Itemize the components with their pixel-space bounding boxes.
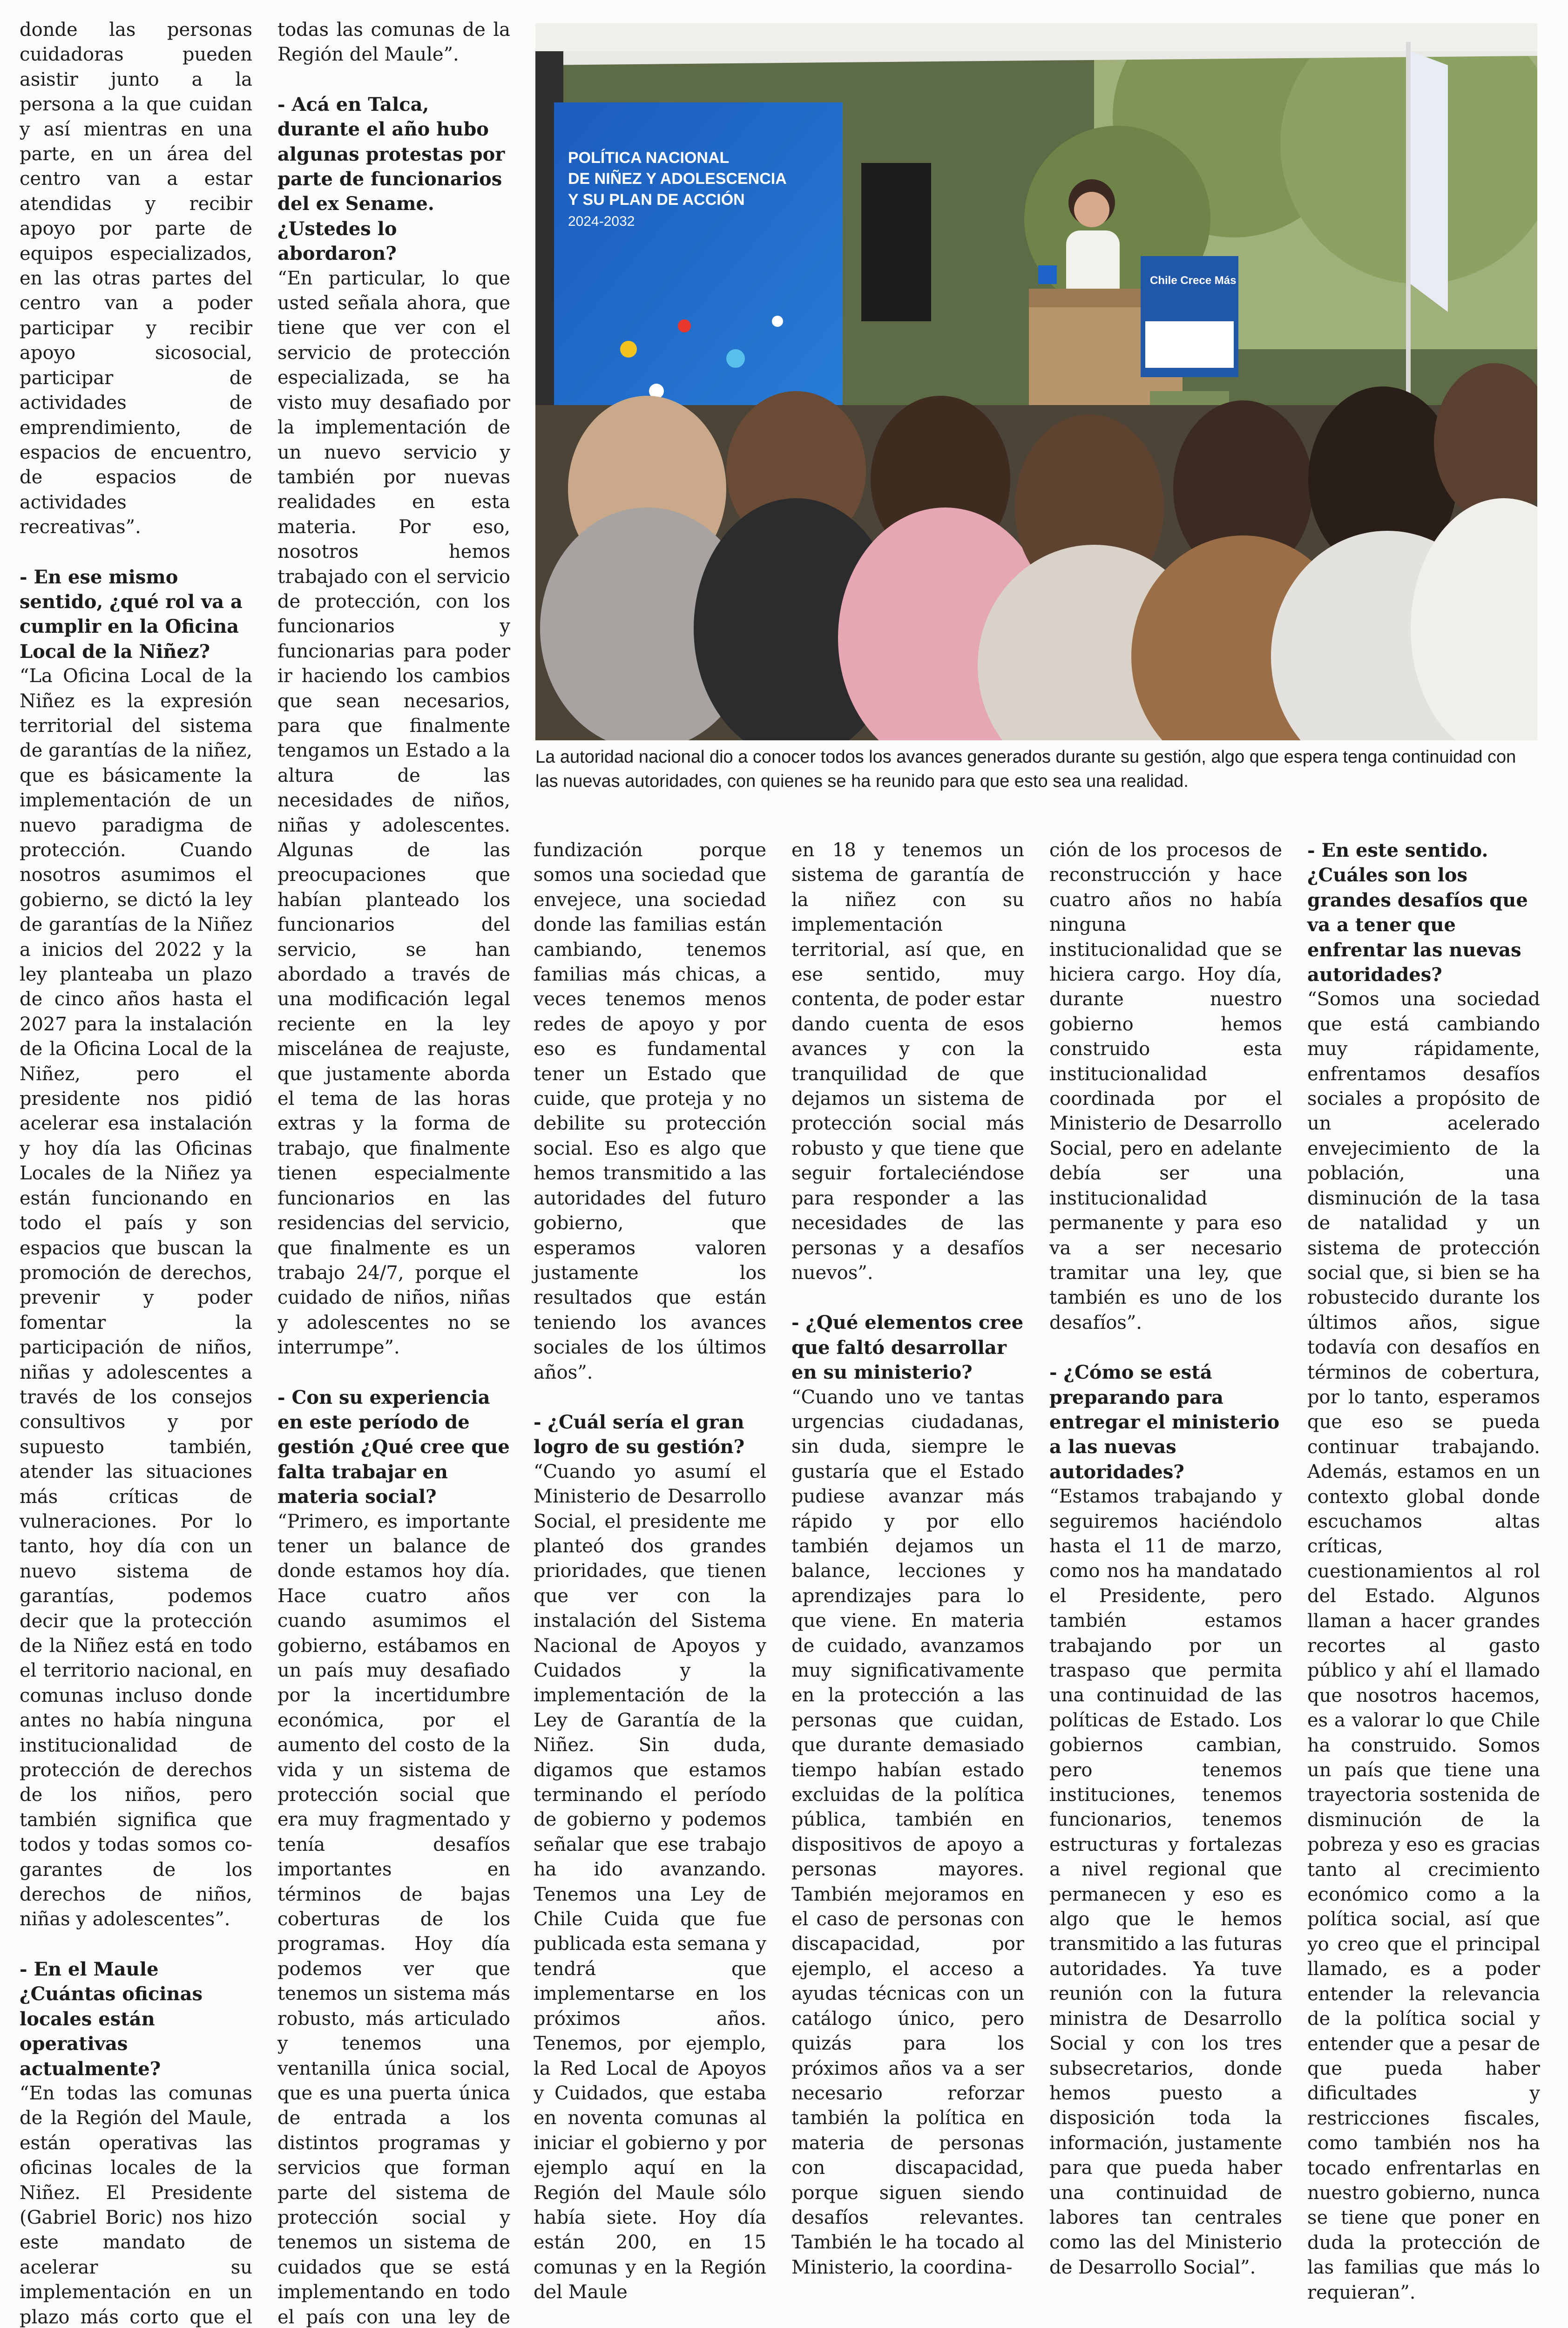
- banner-line-2: DE NIÑEZ Y ADOLESCENCIA: [568, 170, 787, 188]
- event-photo: [535, 23, 1537, 740]
- interview-answer: “Cuando yo asumí el Ministerio de Desarrollo Social, el presidente me planteó dos grandes prioridades, que tienen que ver con la instalación del Sistema Nacional de Apoyos y Cuidados y la implementación de la Ley de Garantía de la Niñez. Sin duda, digamos que estamos terminando el período de gobierno y podemos señalar que ese trabajo ha ido avanzando. Tenemos una Ley de Chile Cuida que fue publicada esta semana y tendrá que implementarse en los próximos años. Tenemos, por ejemplo, la Red Local de Apoyos y Cuidados, que estaba en noventa comunas al iniciar el gobierno y por ejemplo aquí en la Región del Maule sólo había siete. Hoy día están 200, en 15 comunas y en la Región del Maule: [534, 1461, 766, 2303]
- article-column-6: [1307, 838, 1540, 2305]
- photo-caption: [535, 745, 1537, 793]
- interview-answer: “En todas las comunas de la Región del Maule, están operativas las oficinas locales de la Niñez. El Presidente (Gabriel Boric) nos hizo este mandato de acelerar su implementación en un plazo más corto que el: [20, 2082, 252, 2328]
- banner-years: 2024-2032: [568, 214, 635, 229]
- interview-answer: ción de los procesos de reconstrucción y hace cuatro años no había ninguna institucionalidad que se hiciera cargo. Hoy día, durante nuestro gobierno hemos construido esta institucionalidad coordinada por el Ministerio de Desarrollo Social, pero en adelante debía ser una institucionalidad permanente y para eso va a ser necesario tramitar una ley, que también es uno de los desafíos”.: [1049, 839, 1282, 1333]
- podium-logo: Chile Crece Más: [1150, 274, 1237, 287]
- interview-answer: “La Oficina Local de la Niñez es la expresión territorial del sistema de garantías de la niñez, que es básicamente la implementación de un nuevo paradigma de protección. Cuando nosotros asumimos el gobierno, se dictó la ley de garantías de la Niñez a inicios del 2022 y la ley planteaba un plazo de cinco años hasta el 2027 para la instalación de la Oficina Local de la Niñez, pero el presidente nos pidió acelerar esa instalación y hoy día las Oficinas Locales de la Niñez ya están funcionando en todo el país y son espacios que buscan la promoción de derechos, prevenir y poder fomentar la participación de niños, niñas y adolescentes a través de los consejos consultivos y por supuesto también, atender las situaciones más críticas de vulneraciones. Por lo tanto, hoy día con un nuevo sistema de garantías, podemos decir que la protección de la Niñez está en todo el territorio nacional, en comunas incluso donde antes no había ninguna institucionalidad de protección de derechos de los niños, pero también significa que todos y todas somos co-garantes de los derechos de niños, niñas y adolescentes”.: [20, 665, 252, 1930]
- article-column-4: [791, 838, 1024, 2280]
- article-column-2: [277, 18, 510, 2328]
- article-column-1: [20, 18, 252, 2328]
- banner-line-3: Y SU PLAN DE ACCIÓN: [568, 191, 745, 209]
- interview-answer: fundización porque somos una sociedad que envejece, una sociedad donde las familias están cambiando, tenemos familias más chicas, a veces tenemos menos redes de apoyo y por eso es fundamental tener un Estado que cuide, que proteja y no debilite su protección social. Eso es algo que hemos transmitido a las autoridades del futuro gobierno, que esperamos valoren justamente los resultados que están teniendo los avances sociales de los últimos años”.: [534, 839, 766, 1383]
- interview-answer: donde las personas cuidadoras pueden asistir junto a la persona a la que cuidan y así mientras en una parte, en un área del centro van a estar atendidas y recibir apoyo por parte de equipos especializados, en las otras partes del centro van a poder participar y recibir apoyo sicosocial, participar de actividades de emprendimiento, de espacios de encuentro, de espacios de actividades recreativas”.: [20, 19, 252, 538]
- interview-question: - Acá en Talca, durante el año hubo algunas protestas por parte de funcionarios del ex Sename. ¿Ustedes lo abordaron?: [277, 93, 505, 265]
- interview-question: - En el Maule ¿Cuántas oficinas locales están operativas actualmente?: [20, 1958, 203, 2080]
- interview-answer: “Somos una sociedad que está cambiando muy rápidamente, enfrentamos desafíos sociales a propósito de un acelerado envejecimiento de la población, una disminución de la tasa de natalidad y un sistema de protección social que, si bien se ha robustecido durante los últimos años, sigue todavía con desafíos en términos de cobertura, por lo tanto, esperamos que eso se pueda continuar trabajando. Además, estamos en un contexto global donde escuchamos altas críticas, cuestionamientos al rol del Estado. Algunos llaman a hacer grandes recortes al gasto público y ahí el llamado que nosotros hacemos, es a valorar lo que Chile ha construido. Somos un país que tiene una trayectoria sostenida de disminución de la pobreza y eso es gracias tanto al crecimiento económico como a la política social, así que yo creo que el principal llamado, es a poder entender la relevancia de la política social y entender que a pesar de que pueda haber dificultades y restricciones fiscales, como también nos ha tocado enfrentarlas en nuestro gobierno, nunca se tiene que poner en duda la protección de las familias que más lo requieran”.: [1307, 988, 1540, 2303]
- interview-answer: en 18 y tenemos un sistema de garantía de la niñez con su implementación territorial, así que, en ese sentido, muy contenta, de poder estar dando cuenta de esos avances y con la tranquilidad de que dejamos un sistema de protección social más robusto y que tiene que seguir fortaleciéndose para responder a las necesidades de las personas y a desafíos nuevos”.: [791, 839, 1024, 1284]
- interview-answer: “En particular, lo que usted señala ahora, que tiene que ver con el servicio de protección especializada, se ha visto muy desafiado por la implementación de un nuevo servicio y también por nuevas realidades en esta materia. Por eso, nosotros hemos trabajado con el servicio de protección, con los funcionarios y funcionarias para poder ir haciendo los cambios que sean necesarios, para que finalmente tengamos un Estado a la altura de las necesidades de niños, niñas y adolescentes. Algunas de las preocupaciones que habían planteado los funcionarios del servicio, se han abordado a través de una modificación legal reciente en la ley miscelánea de reajuste, que justamente aborda el tema de las horas extras y la forma de trabajo, que finalmente tienen especialmente funcionarios en las residencias del servicio, que finalmente es un trabajo 24/7, porque el cuidado de niños, niñas y adolescentes no se interrumpe”.: [277, 267, 510, 1359]
- interview-question: - En ese mismo sentido, ¿qué rol va a cumplir en la Oficina Local de la Niñez?: [20, 566, 243, 663]
- banner-line-1: POLÍTICA NACIONAL: [568, 149, 730, 167]
- interview-answer: “Estamos trabajando y seguiremos haciéndolo hasta el 11 de marzo, como nos ha mandatado el Presidente, pero también estamos trabajando por un traspaso que permita una continuidad de las políticas de Estado. Los gobiernos cambian, pero tenemos instituciones, tenemos funcionarios, tenemos estructuras y fortalezas a nivel regional que permanecen y eso es algo que le hemos transmitido a las futuras autoridades. Ya tuve reunión con la futura ministra de Desarrollo Social y con los tres subsecretarios, donde hemos puesto a disposición toda la información, justamente para que pueda haber una continuidad de labores tan centrales como las del Ministerio de Desarrollo Social”.: [1049, 1486, 1282, 2278]
- interview-answer: “Cuando uno ve tantas urgencias ciudadanas, sin duda, siempre le gustaría que el Estado pudiese avanzar más rápido y por ello también dejamos un balance, lecciones y aprendizajes para lo que viene. En materia de cuidado, avanzamos muy significativamente en la protección a las personas que cuidan, que durante demasiado tiempo habían estado excluidas de la política pública, también en dispositivos de apoyo a personas mayores. También mejoramos en el caso de personas con discapacidad, por ejemplo, el acceso a ayudas técnicas con un catálogo único, pero quizás para los próximos años va a ser necesario reforzar también la política en materia de personas con discapacidad, porque siguen siendo desafíos relevantes. También le ha tocado al Ministerio, la coordina-: [791, 1386, 1024, 2278]
- interview-question: - Con su experiencia en este período de gestión ¿Qué cree que falta trabajar en materia social?: [277, 1386, 510, 1508]
- interview-answer: “Primero, es importante tener un balance de donde estamos hoy día. Hace cuatro años cuando asumimos el gobierno, estábamos en un país muy desafiado por la incertidumbre económica, por el aumento del costo de la vida y un sistema de protección social que era muy fragmentado y tenía desafíos importantes en términos de bajas coberturas de los programas. Hoy día podemos ver que tenemos un sistema más robusto, más articulado y tenemos una ventanilla única social, que es una puerta única de entrada a los distintos programas y servicios que forman parte del sistema de protección social y tenemos un sistema de cuidados que se está implementando en todo el país con una ley de: [277, 1510, 510, 2328]
- article-column-3: [534, 838, 766, 2305]
- article-column-5: [1049, 838, 1282, 2280]
- interview-question: - ¿Qué elementos cree que faltó desarrollar en su ministerio?: [791, 1312, 1024, 1384]
- interview-question: - En este sentido. ¿Cuáles son los grandes desafíos que va a tener que enfrentar las nuevas autoridades?: [1307, 839, 1528, 986]
- event-photo-illustration: [535, 23, 1537, 740]
- interview-question: - ¿Cómo se está preparando para entregar el ministerio a las nuevas autoridades?: [1049, 1361, 1280, 1483]
- interview-answer: todas las comunas de la Región del Maule”.: [277, 19, 510, 66]
- interview-question: - ¿Cuál sería el gran logro de su gestión?: [534, 1411, 745, 1458]
- caption-text: La autoridad nacional dio a conocer todos los avances generados durante su gestión, algo que espera tenga continuidad con las nuevas autoridades, con quienes se ha reunido para que esto sea una realidad.: [535, 747, 1516, 791]
